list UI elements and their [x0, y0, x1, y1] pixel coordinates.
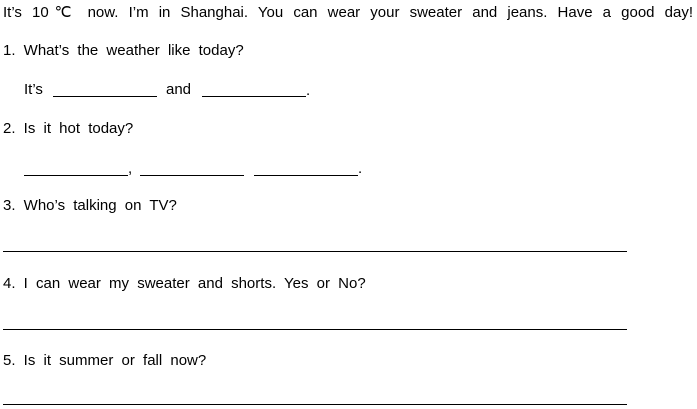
- reading-passage: It’s 10℃ now. I’m in Shanghai. You can wear your sweater and jeans. Have a good day!: [3, 4, 693, 21]
- q2-answer-blank-1[interactable]: [24, 175, 128, 176]
- q1-answer-prefix: It’s: [24, 81, 43, 98]
- q4-answer-line[interactable]: [3, 329, 627, 330]
- question-4: 4. I can wear my sweater and shorts. Yes or No?: [3, 275, 366, 292]
- q1-answer-connector: and: [166, 81, 192, 98]
- q1-answer-blank-1[interactable]: [53, 96, 157, 97]
- q2-answer-period: .: [358, 160, 363, 177]
- question-2: 2. Is it hot today?: [3, 120, 134, 137]
- question-3: 3. Who’s talking on TV?: [3, 197, 177, 214]
- q1-answer-blank-2[interactable]: [202, 96, 306, 97]
- q2-answer-comma: ,: [128, 160, 133, 177]
- q2-answer-blank-2[interactable]: [140, 175, 244, 176]
- q1-answer-period: .: [306, 82, 311, 99]
- question-5: 5. Is it summer or fall now?: [3, 352, 207, 369]
- q5-answer-line[interactable]: [3, 404, 627, 405]
- q3-answer-line[interactable]: [3, 251, 627, 252]
- question-1: 1. What’s the weather like today?: [3, 42, 244, 59]
- q2-answer-blank-3[interactable]: [254, 175, 358, 176]
